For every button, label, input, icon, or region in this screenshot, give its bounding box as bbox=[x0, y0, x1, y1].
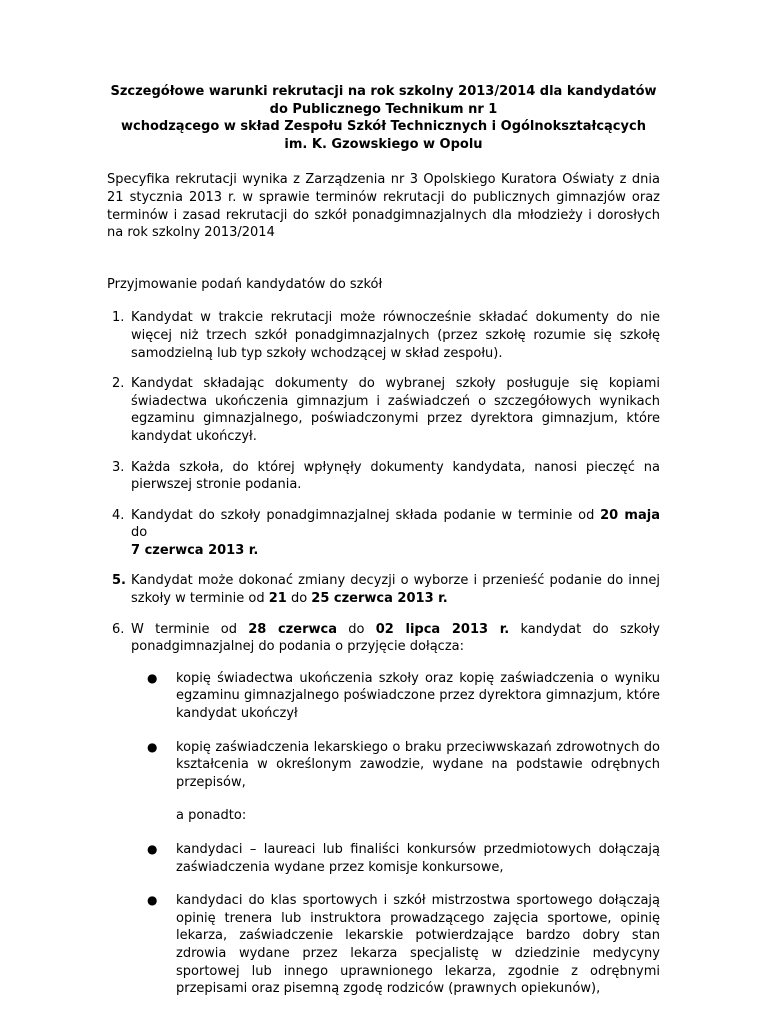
list-item bbox=[107, 507, 660, 560]
item-text: do bbox=[286, 591, 312, 607]
rules-list bbox=[107, 309, 660, 997]
bullet-text: kandydaci do klas sportowych i szkół mistrzostwa sportowego dołączają opinię trenera lub instruktora prowadzącego zajęcia sportowe, opinię lekarza, zaświadczenie lekarskie potwierdzające bardzo dobry stan zdrowia wydane przez lekarza specjalistę w dziedzinie medycyny sportowej lub innego uprawnionego lekarza, zgodnie z odrębnymi przepisami oraz pisemną zgodę rodziców (prawnych opiekunów), bbox=[176, 893, 660, 997]
date-start: 20 maja bbox=[600, 507, 660, 523]
bullet-item bbox=[131, 892, 660, 998]
intro-paragraph: Specyfika rekrutacji wynika z Zarządzenia nr 3 Opolskiego Kuratora Oświaty z dnia 21 stycznia 2013 r. w sprawie terminów rekrutacji do publicznych gimnazjów oraz terminów i zasad rekrutacji do szkół ponadgimnazjalnych dla młodzieży i dorosłych na rok szkolny 2013/2014 bbox=[107, 172, 660, 241]
bullet-text: kopię świadectwa ukończenia szkoły oraz kopię zaświadczenia o wyniku egzaminu gimnazjalnego poświadczone przez dyrektora gimnazjum, które kandydat ukończył bbox=[176, 670, 660, 722]
title-line-3: wchodzącego w skład Zespołu Szkół Technicznych i Ogólnokształcących bbox=[121, 119, 646, 135]
item-text: Kandydat może dokonać zmiany decyzji o wyborze i przenieść podanie do innej szkoły w terminie od bbox=[131, 573, 660, 607]
item-text: Kandydat składając dokumenty do wybranej szkoły posługuje się kopiami świadectwa ukończenia gimnazjum i zaświadczeń o szczegółowych wynikach egzaminu gimnazjalnego, poświadczonymi przez dyrektora gimnazjum, które kandydat ukończył. bbox=[131, 376, 660, 444]
item-text: Każda szkoła, do której wpłynęły dokumenty kandydata, nanosi pieczęć na pierwszej stronie podania. bbox=[131, 459, 660, 493]
item-number: 4. bbox=[112, 507, 125, 523]
bullet-icon: ● bbox=[147, 842, 158, 856]
item-number: 3. bbox=[112, 459, 125, 475]
item-text: Kandydat w trakcie rekrutacji może równocześnie składać dokumenty do nie więcej niż trzech szkół ponadgimnazjalnych (przez szkołę rozumie się szkołę samodzielną lub typ szkoły wchodzącej w skład zespołu). bbox=[131, 310, 660, 361]
moreover-text: a ponadto: bbox=[176, 808, 247, 824]
bullet-text: kandydaci – laureaci lub finaliści konkursów przedmiotowych dołączają zaświadczenia wydane przez komisje konkursowe, bbox=[176, 842, 660, 875]
bullet-icon: ● bbox=[147, 670, 158, 685]
list-item bbox=[107, 309, 660, 362]
list-item bbox=[107, 459, 660, 494]
date-end: 25 czerwca 2013 r. bbox=[311, 591, 448, 607]
attachments-list bbox=[131, 670, 660, 792]
item-text: Kandydat do szkoły ponadgimnazjalnej składa podanie w terminie od bbox=[131, 507, 601, 523]
date-end: 7 czerwca 2013 r. bbox=[131, 542, 259, 558]
bullet-icon: ● bbox=[147, 893, 158, 908]
document-title bbox=[107, 83, 660, 153]
title-line-1: Szczegółowe warunki rekrutacji na rok szkolny 2013/2014 dla kandydatów bbox=[110, 84, 657, 99]
date-end: 02 lipca 2013 r. bbox=[375, 621, 510, 637]
item-text: do bbox=[131, 525, 148, 541]
date-start: 21 bbox=[268, 591, 287, 607]
item-number: 6. bbox=[112, 621, 125, 637]
item-number: 2. bbox=[112, 376, 125, 392]
bullet-item bbox=[131, 670, 660, 723]
list-item bbox=[107, 572, 660, 607]
list-item bbox=[107, 375, 660, 445]
section-title: Przyjmowanie podań kandydatów do szkół bbox=[107, 276, 383, 292]
title-line-4: im. K. Gzowskiego w Opolu bbox=[284, 136, 483, 152]
item-number: 1. bbox=[112, 310, 125, 326]
bullet-item bbox=[131, 841, 660, 876]
bullet-icon: ● bbox=[147, 739, 158, 754]
item-number: 5. bbox=[112, 573, 126, 589]
list-item bbox=[107, 621, 660, 998]
date-start: 28 czerwca bbox=[248, 621, 337, 637]
item-text: do bbox=[336, 621, 376, 637]
document-page bbox=[107, 83, 660, 1014]
item-text: kandydat do szkoły ponadgimnazjalnej do podania o przyjęcie dołącza: bbox=[131, 621, 660, 655]
additional-attachments-list bbox=[131, 841, 660, 998]
bullet-text: kopię zaświadczenia lekarskiego o braku przeciwwskazań zdrowotnych do kształcenia w określonym zawodzie, wydane na podstawie odrębnych przepisów, bbox=[176, 739, 660, 790]
bullet-item bbox=[131, 739, 660, 792]
title-line-2: do Publicznego Technikum nr 1 bbox=[269, 101, 498, 117]
item-text: W terminie od bbox=[131, 621, 249, 637]
